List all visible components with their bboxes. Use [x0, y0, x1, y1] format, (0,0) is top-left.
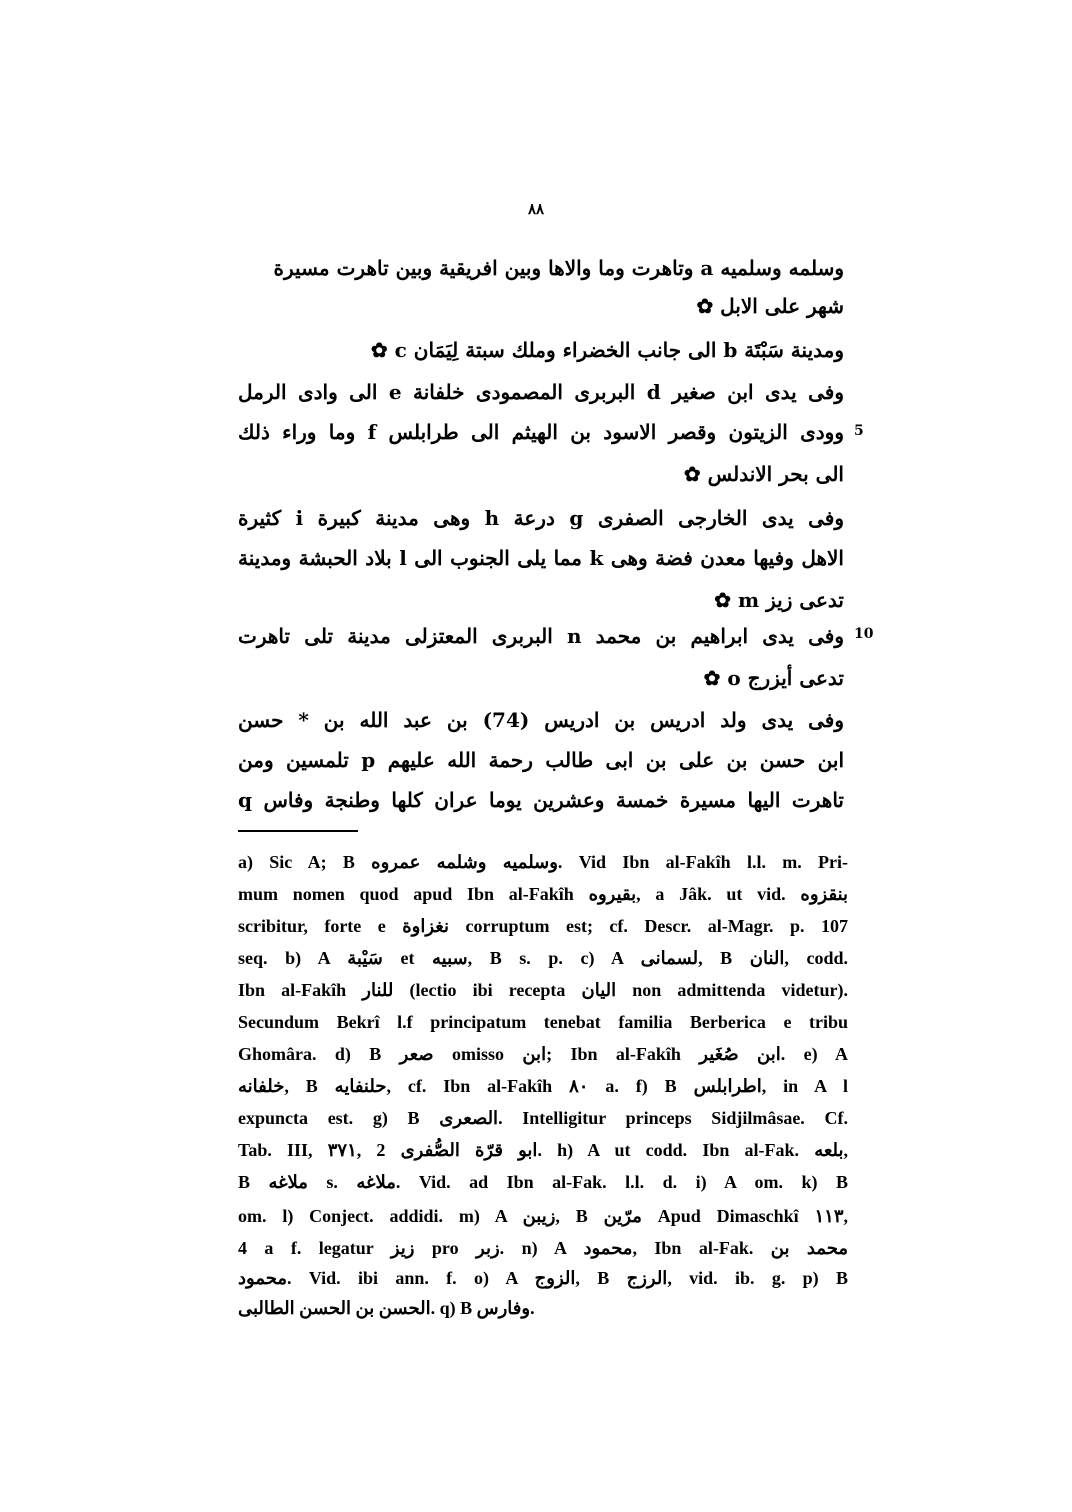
text-line-12: وفى يدى ولد ادريس بن ادريس (74) بن عبد الله بن * حسن: [238, 708, 844, 732]
footnote-line-4: seq. b) A سَيْبة et سبيه, B s. p. c) A لسمانى, B النان, codd.: [238, 948, 848, 968]
footnote-line-9: expuncta est. g) B الصعرى. Intelligitur princeps Sidjilmâsae. Cf.: [238, 1108, 848, 1128]
footnote-line-2: mum nomen quod apud Ibn al-Fakîh بقيروه, a Jâk. ut vid. بنقزوه: [238, 884, 849, 904]
text-line-6: الى بحر الاندلس ✿: [683, 462, 844, 486]
text-line-2: شهر على الابل ✿: [696, 294, 844, 318]
footnote-line-10: Tab. III, ٣٧١, 2 ابو قرّة الصُّفرى. h) A ut codd. Ibn al-Fak. بلعه,: [238, 1140, 849, 1160]
footnote-line-11: B ملاغه s. ملاغه. Vid. ad Ibn al-Fak. l.l. d. i) A om. k) B: [238, 1172, 848, 1192]
text-line-14: تاهرت اليها مسيرة خمسة وعشرين يوما عران كلها وطنجة وفاس q: [238, 788, 844, 812]
footnote-line-6: Secundum Bekrî l.f principatum tenebat familia Berberica e tribu: [238, 1012, 848, 1032]
footnote-line-1: a) Sic A; B وسلميه وشلمه عمروه. Vid Ibn al-Fakîh l.l. m. Pri-: [238, 852, 848, 872]
text-line-5: وودى الزيتون وقصر الاسود بن الهيثم الى طرابلس f وما وراء ذلك: [238, 420, 845, 444]
footnote-line-8: خلفانه, B حلنفايه, cf. Ibn al-Fakîh ٨٠ a. f) B اطرابلس, in A l: [238, 1076, 849, 1096]
footnote-line-13: 4 a f. legatur زيز pro زبر. n) A محمود, Ibn al-Fak. محمد بن: [238, 1238, 849, 1258]
footnote-line-5: Ibn al-Fakîh للنار (lectio ibi recepta اليان non admittenda videtur).: [238, 980, 848, 1000]
text-line-8: الاهل وفيها معدن فضة وهى k مما يلى الجنوب الى l بلاد الحبشة ومدينة: [238, 546, 844, 570]
text-line-11: تدعى أيزرج o ✿: [703, 666, 844, 690]
text-line-9: تدعى زيز m ✿: [714, 588, 844, 612]
text-line-1: وسلمه وسلميه a وتاهرت وما والاها وبين افريقية وبين تاهرت مسيرة: [273, 256, 844, 280]
footnote-line-14: محمود. Vid. ibi ann. f. o) A الزوج, B الرزج, vid. ib. g. p) B: [238, 1268, 848, 1288]
line-number-10: 10: [854, 626, 874, 642]
footnote-line-12: om. l) Conject. addidi. m) A زيبن, B مرّين Apud Dimaschkî ١١٣,: [238, 1206, 848, 1226]
footnote-line-7: Ghomâra. d) B صعر omisso ابن; Ibn al-Fakîh ابن صُغَير. e) A: [238, 1044, 848, 1064]
footnote-line-15: الحسن بن الحسن الطالبى. q) B وفارس.: [238, 1298, 535, 1318]
footnote-rule: [238, 830, 358, 832]
text-line-3: ومدينة سَبْتَة b الى جانب الخضراء وملك سبتة لِيَمَان c ✿: [370, 338, 844, 362]
footnote-line-3: scribitur, forte e نغزاوة corruptum est; cf. Descr. al-Magr. p. 107: [238, 916, 848, 936]
text-line-10: وفى يدى ابراهيم بن محمد n البربرى المعتزلى مدينة تلى تاهرت: [238, 624, 844, 648]
text-line-7: وفى يدى الخارجى الصفرى g درعة h وهى مدينة كبيرة i كثيرة: [238, 506, 845, 530]
text-line-13: ابن حسن بن على بن ابى طالب رحمة الله عليهم p تلمسين ومن: [238, 748, 845, 772]
page-number: ٨٨: [527, 200, 545, 218]
line-number-5: 5: [854, 423, 864, 439]
text-line-4: وفى يدى ابن صغير d البربرى المصمودى خلفانة e الى وادى الرمل: [238, 380, 844, 404]
